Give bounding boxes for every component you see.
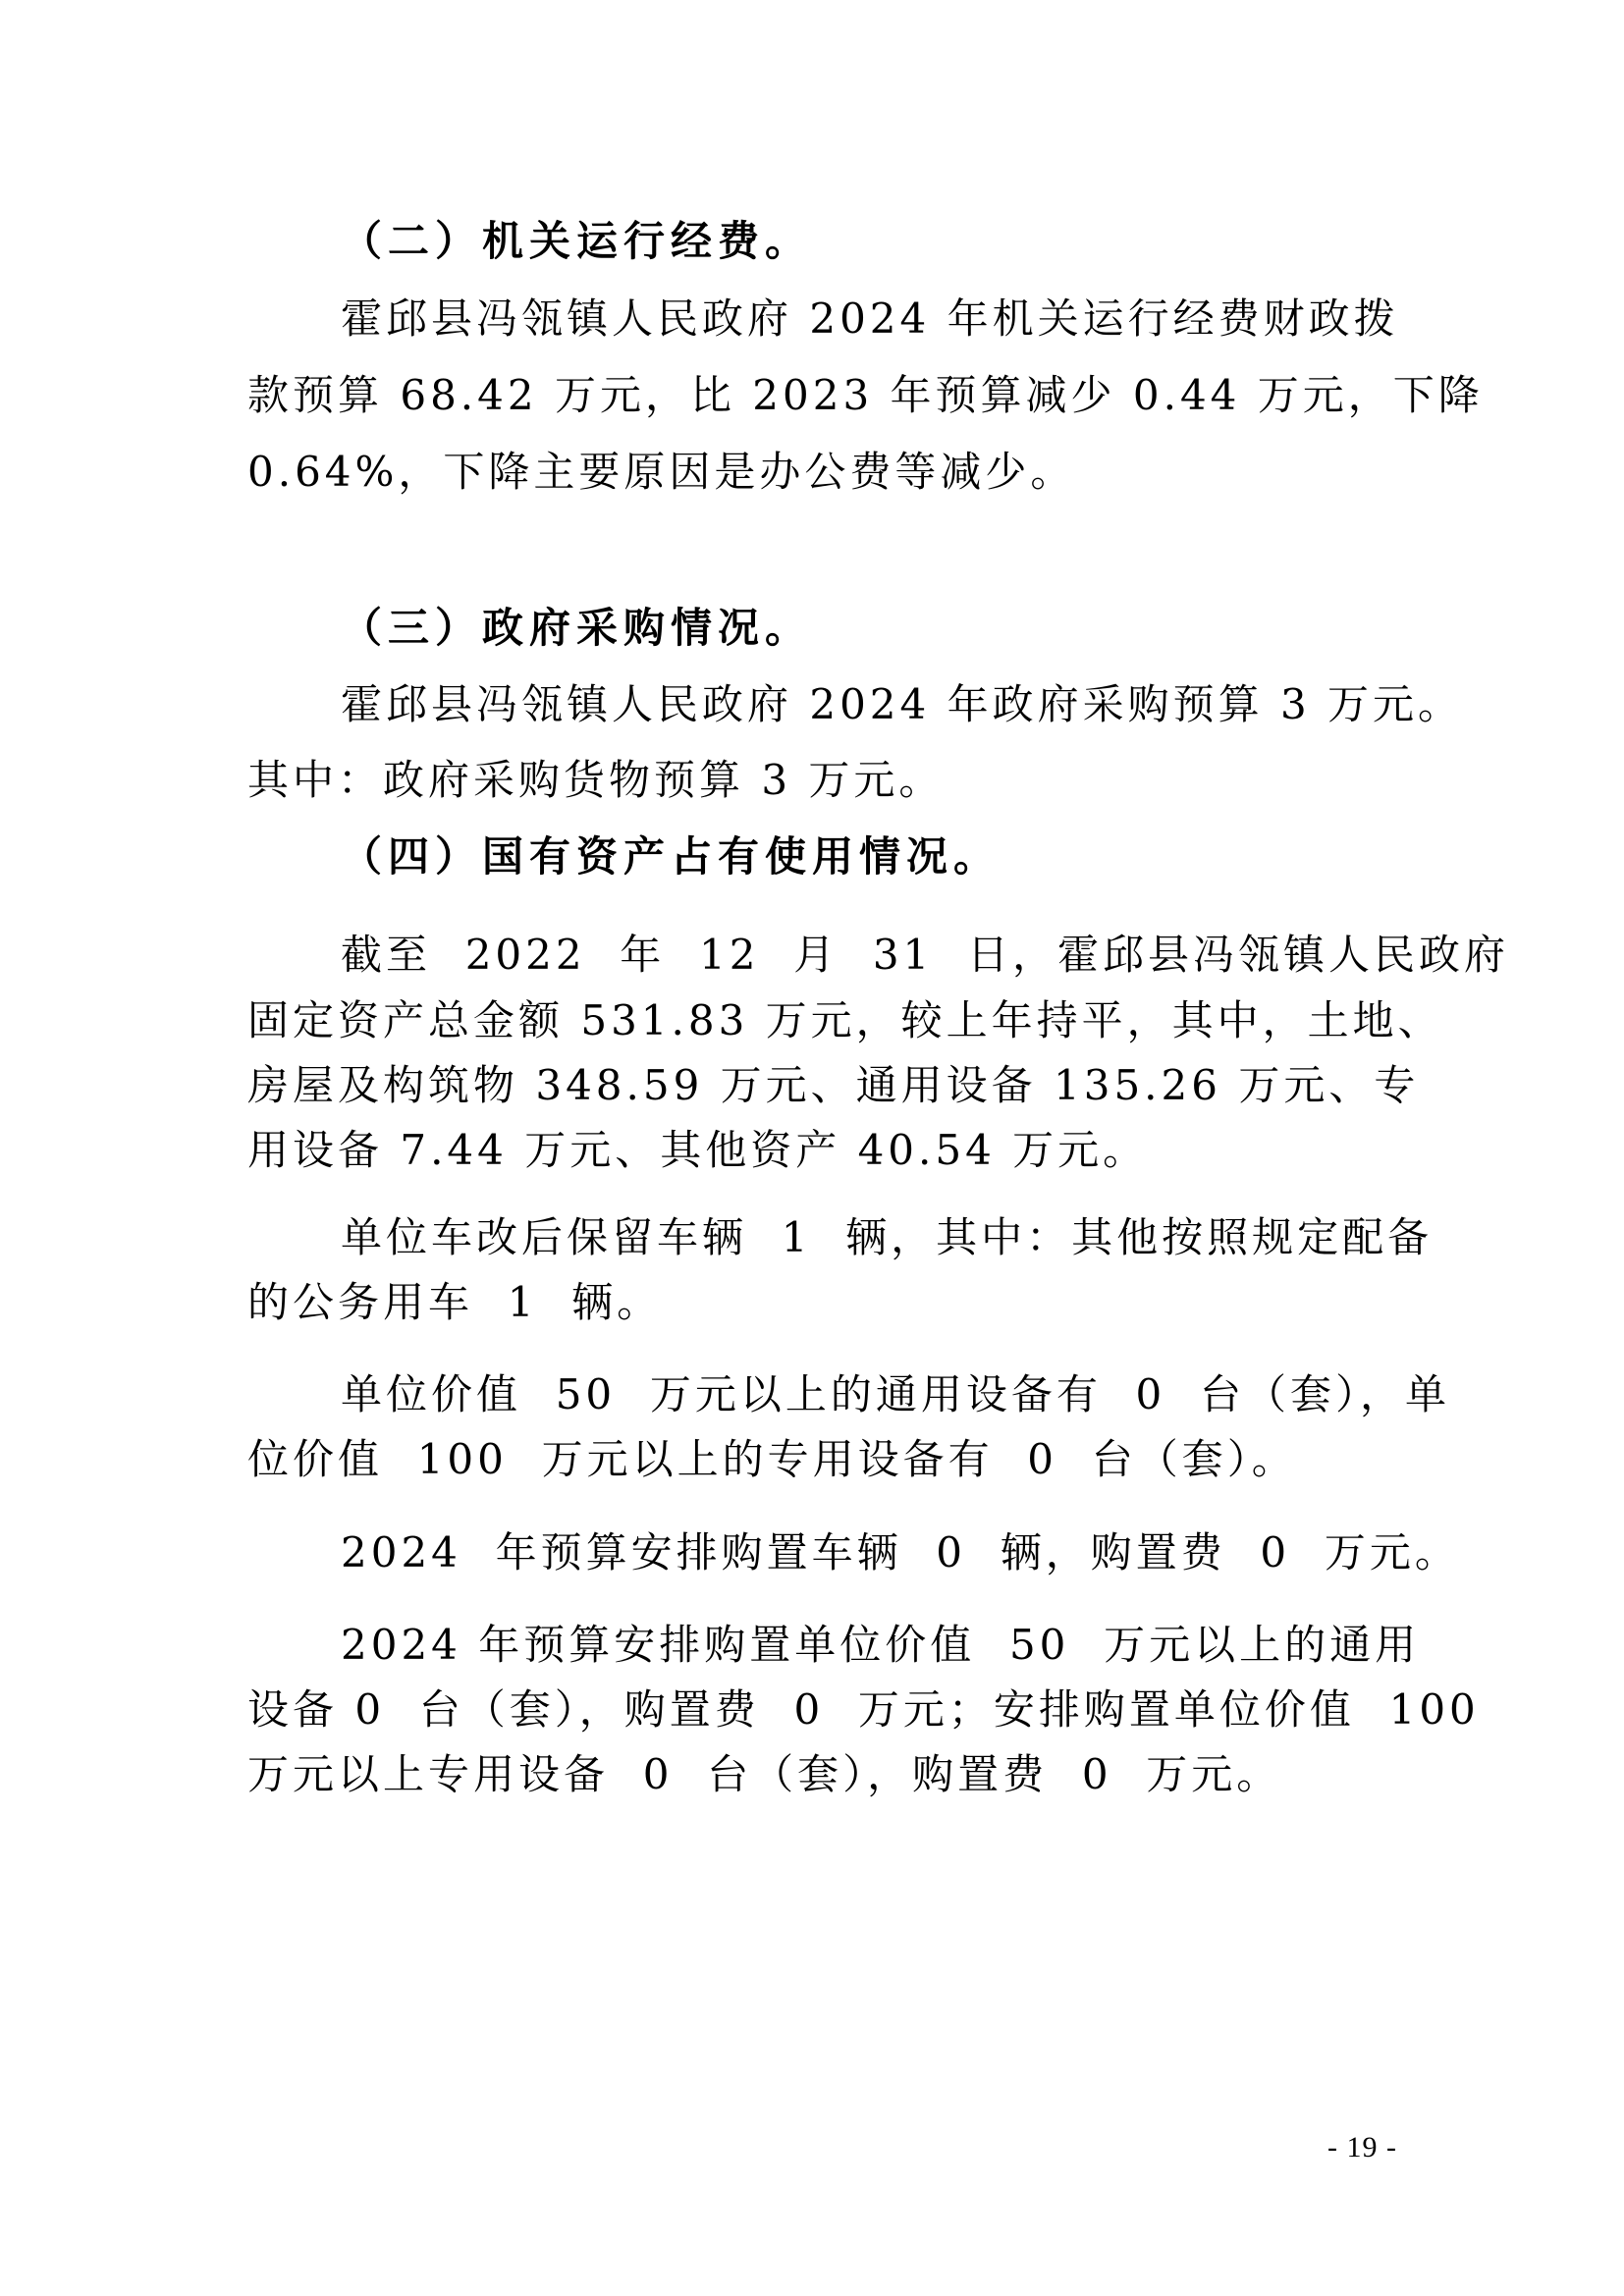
- paragraph-line: 固定资产总金额 531.83 万元，较上年持平，其中，土地、: [247, 996, 1443, 1044]
- paragraph-line: 2024 年预算安排购置单位价值 50 万元以上的通用: [341, 1621, 1421, 1669]
- paragraph-line: 霍邱县冯瓴镇人民政府 2024 年机关运行经费财政拨: [341, 294, 1399, 343]
- paragraph-line: 位价值 100 万元以上的专用设备有 0 台（套）。: [247, 1435, 1297, 1483]
- paragraph-line: 霍邱县冯瓴镇人民政府 2024 年政府采购预算 3 万元。: [341, 680, 1464, 728]
- paragraph-line: 0.64%，下降主要原因是办公费等减少。: [247, 448, 1076, 496]
- paragraph-line: 2024 年预算安排购置车辆 0 辆，购置费 0 万元。: [341, 1528, 1460, 1576]
- paragraph-line: 设备 0 台（套），购置费 0 万元；安排购置单位价值 100: [247, 1685, 1480, 1734]
- section-heading-procurement: （三）政府采购情况。: [341, 604, 813, 652]
- section-heading-operating-expenses: （二）机关运行经费。: [341, 217, 813, 265]
- paragraph-line: 其中：政府采购货物预算 3 万元。: [247, 756, 945, 804]
- section-heading-state-assets: （四）国有资产占有使用情况。: [341, 832, 1001, 881]
- paragraph-line: 单位价值 50 万元以上的通用设备有 0 台（套），单: [341, 1370, 1450, 1418]
- paragraph-line: 房屋及构筑物 348.59 万元、通用设备 135.26 万元、专: [247, 1061, 1420, 1109]
- paragraph-line: 的公务用车 1 辆。: [247, 1278, 663, 1326]
- paragraph-line: 用设备 7.44 万元、其他资产 40.54 万元。: [247, 1126, 1149, 1174]
- paragraph-line: 单位车改后保留车辆 1 辆，其中：其他按照规定配备: [341, 1213, 1434, 1261]
- page-number: - 19 -: [1327, 2131, 1397, 2163]
- paragraph-line: 万元以上专用设备 0 台（套），购置费 0 万元。: [247, 1750, 1282, 1798]
- paragraph-line: 截至 2022 年 12 月 31 日，霍邱县冯瓴镇人民政府: [341, 931, 1509, 979]
- paragraph-line: 款预算 68.42 万元，比 2023 年预算减少 0.44 万元，下降: [247, 371, 1484, 419]
